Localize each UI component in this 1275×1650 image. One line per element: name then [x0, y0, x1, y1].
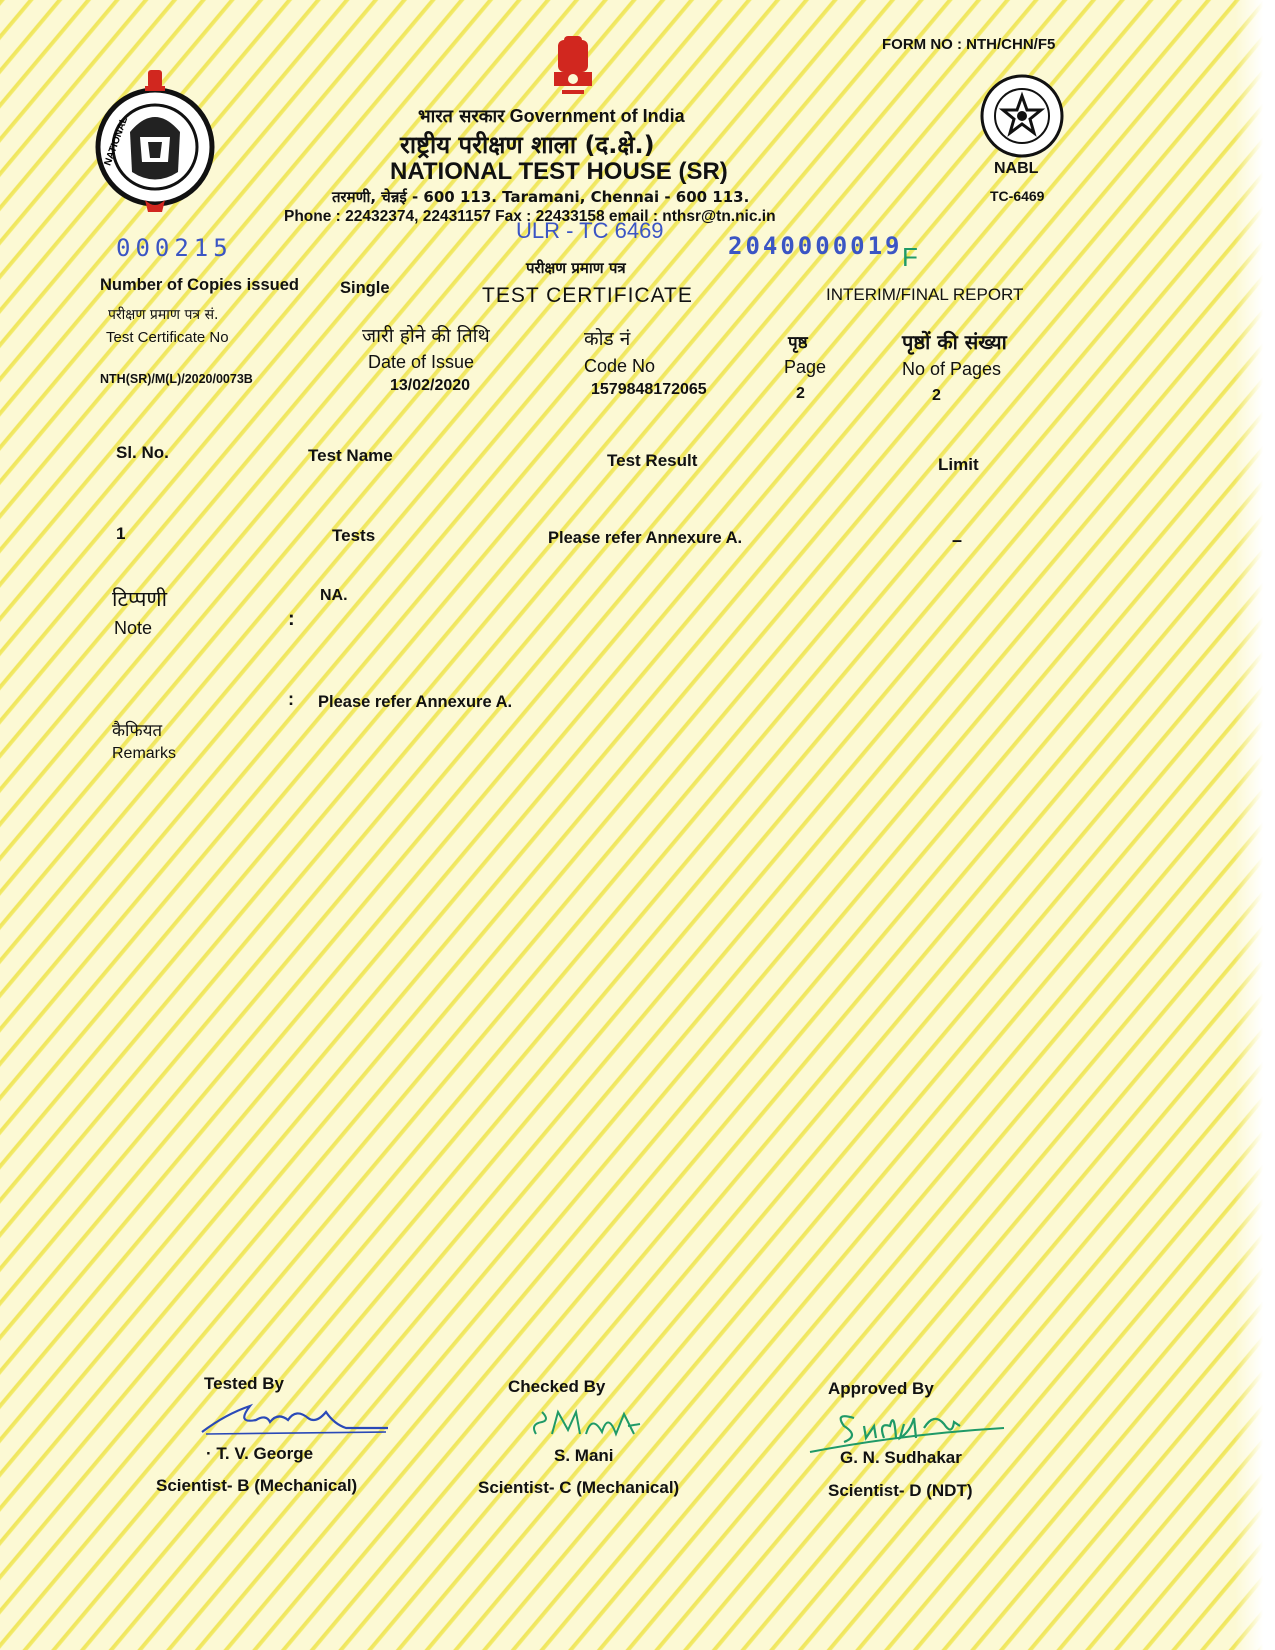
nabl-seal-icon: [978, 72, 1066, 160]
signature-george: [196, 1394, 396, 1440]
signature-mani: [528, 1404, 648, 1444]
cert-no-value: NTH(SR)/M(L)/2020/0073B: [100, 372, 253, 386]
date-label: Date of Issue: [368, 352, 475, 372]
row-test-name: Tests: [332, 526, 376, 545]
report-type: INTERIM/FINAL REPORT: [826, 285, 1024, 304]
serial-number-stamp: 000215: [116, 234, 233, 262]
cert-no-label: Test Certificate No: [106, 329, 229, 346]
tested-by-name: · T. V. George: [206, 1444, 314, 1463]
checked-by-title: Scientist- C (Mechanical): [478, 1478, 680, 1497]
col-header-limit: Limit: [938, 455, 979, 474]
form-number: FORM NO : NTH/CHN/F5: [882, 36, 1056, 53]
date-value: 13/02/2020: [390, 377, 471, 394]
page-label: Page: [784, 357, 827, 377]
tested-by-title: Scientist- B (Mechanical): [156, 1476, 358, 1495]
pages-label: No of Pages: [902, 359, 1002, 379]
pages-hindi: पृष्ठों की संख्या: [902, 330, 1007, 354]
nth-seal-icon: [90, 62, 220, 222]
remarks-colon: :: [288, 689, 294, 709]
address: तरमणी, चेन्नई - 600 113. Taramani, Chennai - 600 113.: [332, 188, 750, 206]
copies-value: Single: [340, 279, 390, 297]
tested-by-label: Tested By: [204, 1374, 284, 1393]
govt-hindi: भारत सरकार: [418, 106, 505, 127]
code-value: 1579848172065: [591, 381, 707, 398]
remarks-label: Remarks: [112, 745, 177, 762]
page-value: 2: [796, 385, 805, 402]
approved-by-label: Approved By: [828, 1379, 934, 1398]
ulr-stamp: ULR - TC 6469: [516, 218, 664, 243]
code-hindi: कोड नं: [584, 328, 631, 350]
ulr-number-stamp: 2040000019: [728, 232, 903, 260]
scan-edge: [1235, 0, 1275, 1650]
checked-by-label: Checked By: [508, 1377, 606, 1396]
certificate-title: TEST CERTIFICATE: [482, 284, 693, 307]
nabl-code: TC-6469: [990, 188, 1045, 204]
note-label: Note: [114, 618, 153, 638]
copies-label: Number of Copies issued: [100, 276, 299, 294]
remarks-hindi: कैफियत: [112, 721, 163, 741]
svg-text:NATIONAL: NATIONAL: [102, 115, 131, 168]
code-label: Code No: [584, 356, 656, 376]
govt-line: [418, 104, 685, 128]
col-header-sl-no: Sl. No.: [116, 443, 169, 462]
note-colon: :: [288, 608, 295, 630]
note-value: NA.: [320, 587, 348, 604]
lab-hindi-name: राष्ट्रीय परीक्षण शाला (द.क्षे.): [400, 131, 655, 159]
row-sl-no: 1: [116, 524, 126, 543]
date-hindi: जारी होने की तिथि: [362, 325, 490, 347]
approved-by-title: Scientist- D (NDT): [828, 1481, 973, 1500]
contact-line: Phone : 22432374, 22431157 Fax : 22433158 email : nthsr@tn.nic.in: [284, 208, 776, 225]
govt-english: Government of India: [509, 106, 685, 126]
remarks-value: Please refer Annexure A.: [318, 693, 513, 711]
checked-by-name: S. Mani: [554, 1446, 614, 1465]
national-emblem-icon: [548, 34, 598, 104]
certificate-title-hindi: परीक्षण प्रमाण पत्र: [526, 259, 626, 277]
row-limit: –: [952, 530, 963, 550]
col-header-test-name: Test Name: [308, 446, 393, 465]
tested-by-name-text: T. V. George: [216, 1444, 314, 1463]
pages-value: 2: [932, 387, 941, 404]
row-test-result: Please refer Annexure A.: [548, 529, 743, 547]
page-hindi: पृष्ठ: [788, 333, 808, 353]
organization-name: NATIONAL TEST HOUSE (SR): [390, 158, 728, 185]
cert-no-hindi: परीक्षण प्रमाण पत्र सं.: [108, 307, 219, 323]
nabl-label: NABL: [994, 160, 1039, 177]
approved-by-name: G. N. Sudhakar: [840, 1448, 962, 1467]
ulr-suffix: F: [902, 242, 918, 272]
note-hindi: टिप्पणी: [112, 587, 168, 611]
col-header-test-result: Test Result: [607, 451, 698, 470]
